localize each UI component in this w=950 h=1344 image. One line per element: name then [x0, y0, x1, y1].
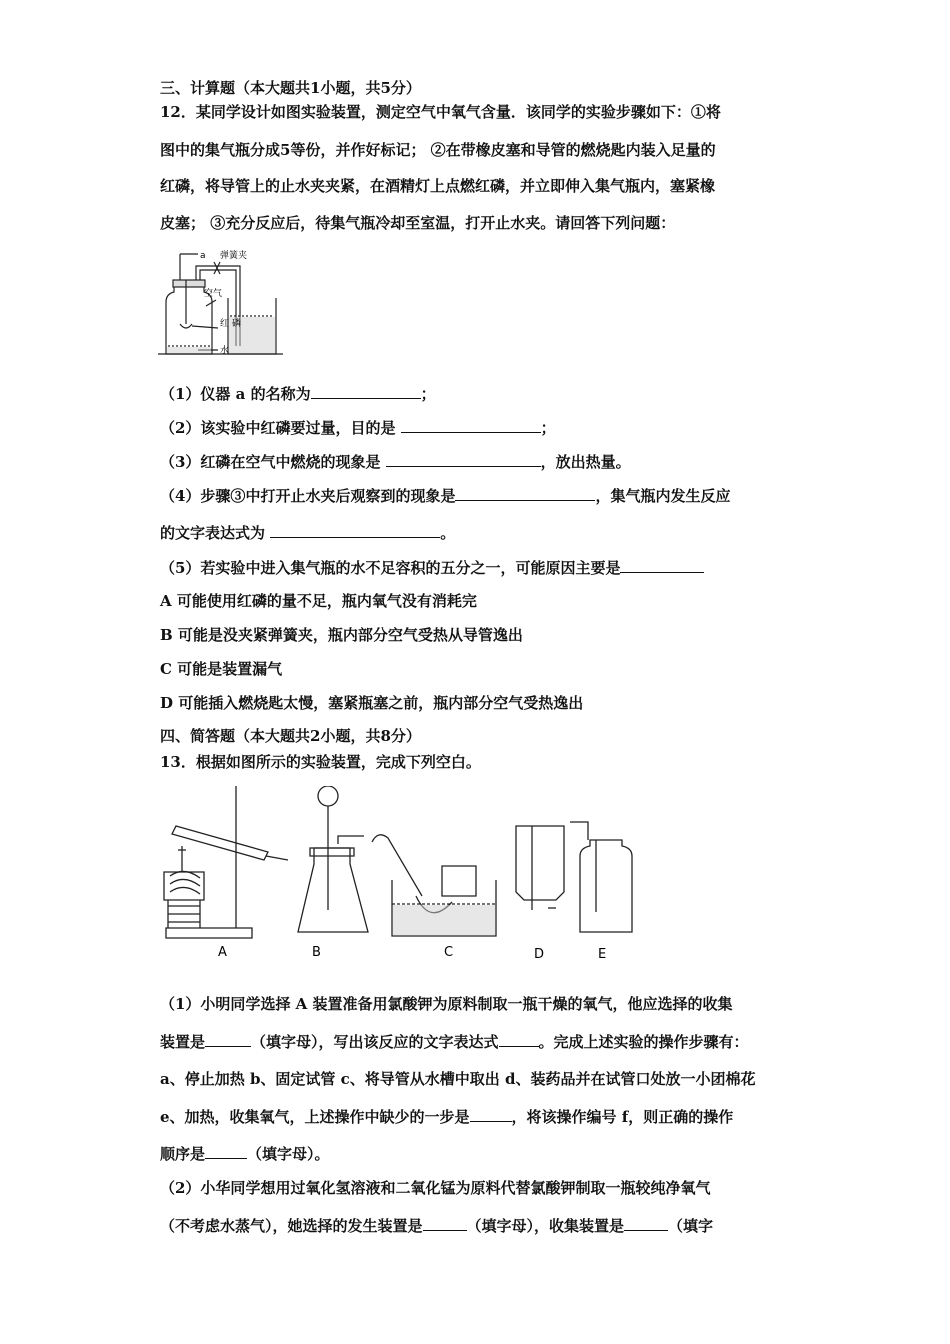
apparatus-label-b: B [312, 945, 321, 960]
q13-p1-line-5 [160, 1143, 330, 1164]
q12-sub-2-tail: ； [540, 419, 556, 437]
gas-preparation-apparatus-figure [160, 786, 640, 966]
q12-stem-line-3: 红磷，将导管上的止水夹夹紧，在酒精灯上点燃红磷，并立即伸入集气瓶内，塞紧橡 [160, 177, 716, 195]
q13-p2-text-b: （填字母），收集装置是 [466, 1217, 625, 1235]
q13-p1-text-e: ，将该操作编号 f，则正确的操作 [511, 1108, 734, 1126]
q12-sub-3 [160, 451, 631, 472]
q13-p1-text-b: （填字母），写出该反应的文字表达式 [251, 1033, 499, 1051]
q12-sub-4-cont-text: 的文字表达式为 [160, 524, 271, 542]
q12-sub-4-cont-tail: 。 [440, 524, 456, 542]
q12-sub-1 [160, 383, 436, 404]
q13-p2-text-c: （填字 [668, 1217, 714, 1235]
q12-stem-line-4: 皮塞； ③充分反应后，待集气瓶冷却至室温，打开止水夹。请回答下列问题： [160, 214, 676, 232]
q13-p2-line-1: （2）小华同学想用过氧化氢溶液和二氧化锰为原料代替氯酸钾制取一瓶较纯净氧气 [160, 1179, 711, 1197]
figure-label-a: a [200, 251, 206, 261]
answer-blank[interactable] [423, 1215, 467, 1231]
q12-sub-4-text: （4）步骤③中打开止水夹后观察到的现象是 [160, 487, 456, 505]
q13-stem: 13．根据如图所示的实验装置，完成下列空白。 [160, 753, 481, 771]
q12-sub-2 [160, 417, 556, 438]
section-3-heading: 三、计算题（本大题共1小题，共5分） [160, 79, 421, 97]
q12-sub-5 [160, 557, 704, 578]
figure-label-phosphorus: 红 磷 [220, 319, 241, 329]
answer-blank[interactable] [624, 1215, 668, 1231]
q12-sub-4-cont [160, 522, 455, 543]
q13-p1-line-3: a、停止加热 b、固定试管 c、将导管从水槽中取出 d、装药品并在试管口处放一小团棉花 [160, 1070, 756, 1088]
apparatus-label-c: C [444, 945, 454, 960]
answer-blank[interactable] [499, 1031, 539, 1047]
answer-blank[interactable] [205, 1143, 247, 1159]
section-4-heading: 四、简答题（本大题共2小题，共8分） [160, 727, 421, 745]
q13-p2-text-a: （不考虑水蒸气），她选择的发生装置是 [160, 1217, 423, 1235]
figure-label-clamp: 弹簧夹 [220, 251, 248, 261]
answer-blank[interactable] [401, 417, 541, 433]
answer-blank[interactable] [620, 557, 704, 573]
apparatus-label-e: E [598, 947, 607, 962]
q13-p1-line-1: （1）小明同学选择 A 装置准备用氯酸钾为原料制取一瓶干燥的氧气，他应选择的收集 [160, 995, 733, 1013]
answer-blank[interactable] [455, 485, 595, 501]
q12-stem-line-2: 图中的集气瓶分成5等份，并作好标记； ②在带橡皮塞和导管的燃烧匙内装入足量的 [160, 141, 716, 159]
apparatus-label-a: A [218, 945, 227, 960]
q12-stem-line-1: 12．某同学设计如图实验装置，测定空气中氧气含量．该同学的实验步骤如下：①将 [160, 103, 721, 121]
q13-p1-text-d: e、加热，收集氧气，上述操作中缺少的一步是 [160, 1108, 470, 1126]
apparatus-label-d: D [534, 947, 545, 962]
q12-option-c: C 可能是装置漏气 [160, 660, 283, 678]
q12-sub-4-tail: ，集气瓶内发生反应 [595, 487, 731, 505]
answer-blank[interactable] [311, 383, 421, 399]
answer-blank[interactable] [386, 451, 541, 467]
answer-blank[interactable] [205, 1031, 251, 1047]
answer-blank[interactable] [270, 522, 440, 538]
q13-p1-text-g: （填字母）。 [247, 1145, 330, 1163]
q13-p1-line-4 [160, 1106, 733, 1127]
q12-sub-3-tail: ，放出热量。 [540, 453, 631, 471]
q12-sub-4 [160, 485, 730, 506]
figure-label-air: 空气 [204, 289, 223, 299]
q13-p1-line-2 [160, 1031, 749, 1052]
q12-sub-1-text: （1）仪器 a 的名称为 [160, 385, 311, 403]
q12-option-b: B 可能是没夹紧弹簧夹，瓶内部分空气受热从导管逸出 [160, 626, 523, 644]
q13-p1-text-f: 顺序是 [160, 1145, 206, 1163]
figure-label-water: 水 [220, 346, 230, 356]
q12-sub-1-tail: ； [420, 385, 436, 403]
q13-p2-line-2 [160, 1215, 713, 1236]
answer-blank[interactable] [470, 1106, 512, 1122]
oxygen-measurement-apparatus-figure [158, 246, 283, 361]
q13-p1-text-c: 。完成上述实验的操作步骤有： [538, 1033, 749, 1051]
q12-option-a: A 可能使用红磷的量不足，瓶内氧气没有消耗完 [160, 592, 477, 610]
q12-option-d: D 可能插入燃烧匙太慢，塞紧瓶塞之前，瓶内部分空气受热逸出 [160, 694, 584, 712]
q13-p1-text-a: 装置是 [160, 1033, 206, 1051]
q12-sub-3-text: （3）红磷在空气中燃烧的现象是 [160, 453, 386, 471]
q12-sub-2-text: （2）该实验中红磷要过量，目的是 [160, 419, 401, 437]
q12-sub-5-text: （5）若实验中进入集气瓶的水不足容积的五分之一，可能原因主要是 [160, 559, 621, 577]
